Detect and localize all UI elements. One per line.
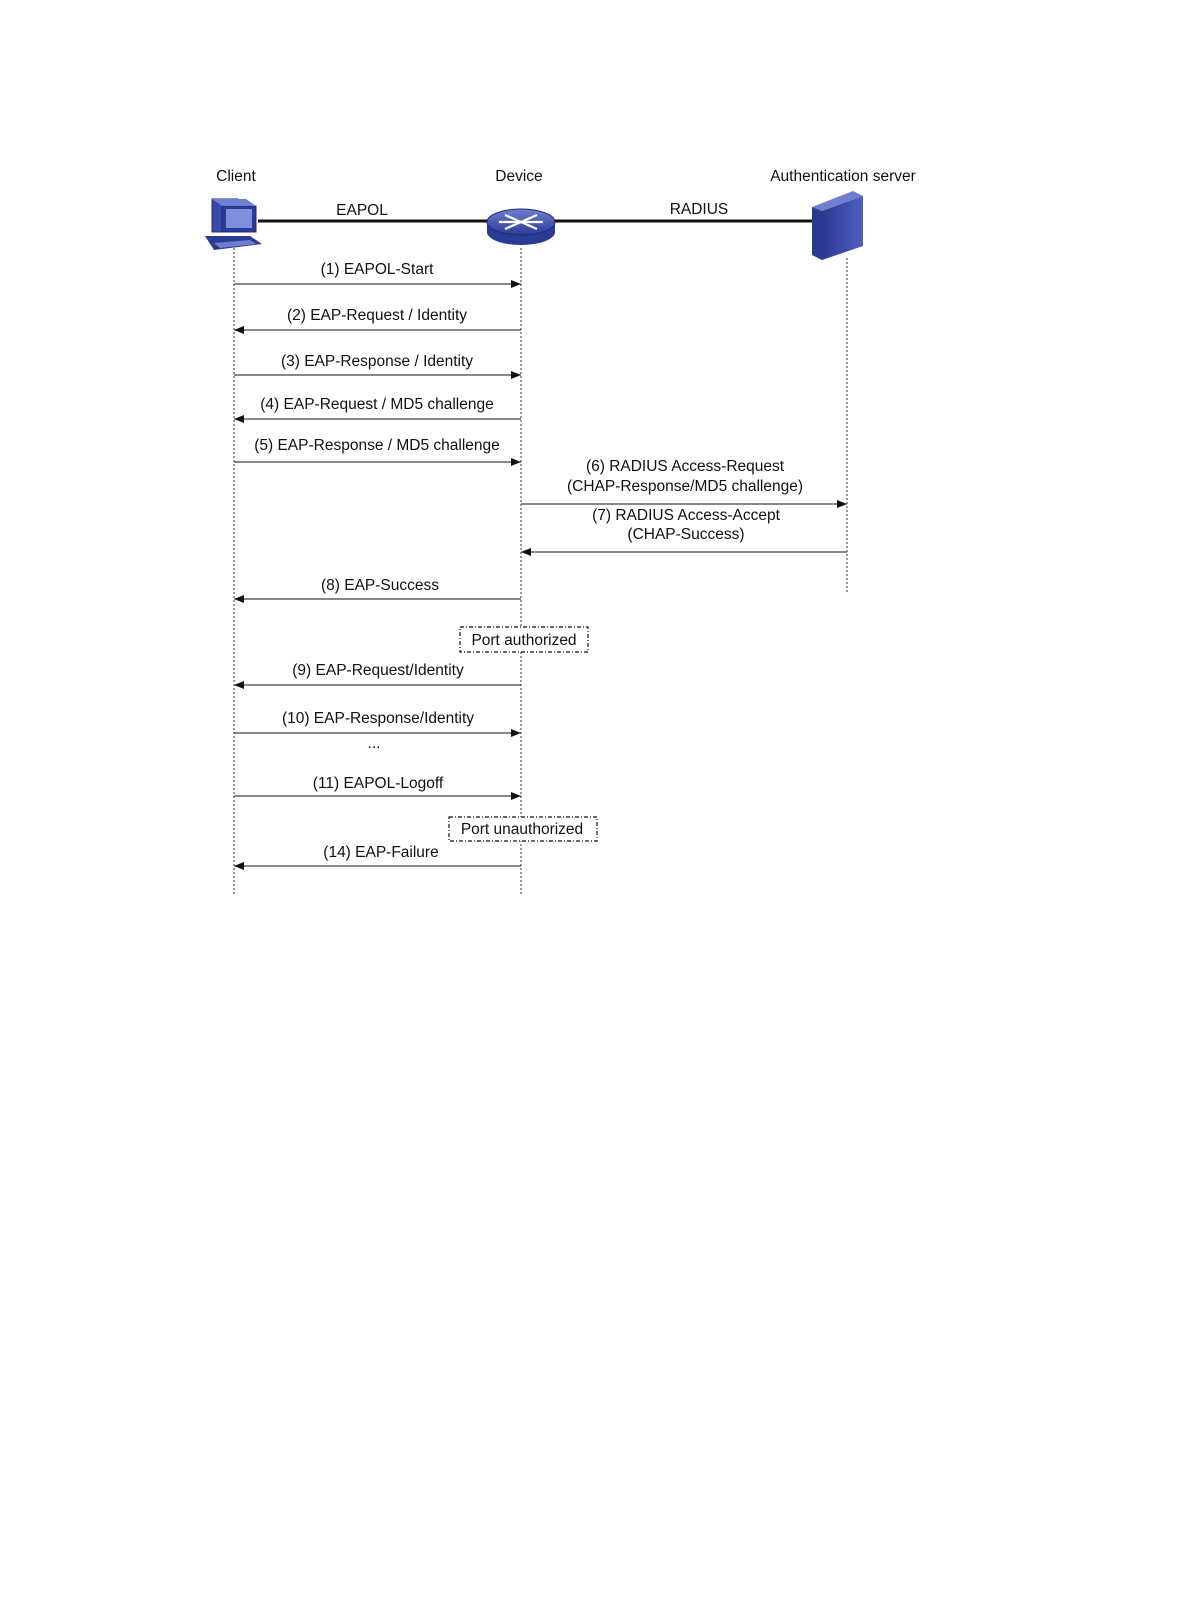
- message-3-label: (3) EAP-Response / Identity: [280, 353, 474, 370]
- server-heading: Authentication server: [770, 168, 916, 185]
- message-7: [521, 507, 847, 552]
- message-9-label: (9) EAP-Request/Identity: [292, 662, 464, 679]
- message-10-label: (10) EAP-Response/Identity: [281, 710, 475, 727]
- eapol-link-label: EAPOL: [336, 202, 388, 219]
- message-7-label-line1: (7) RADIUS Access-Accept: [592, 507, 780, 524]
- client-heading: Client: [216, 168, 256, 185]
- message-3: [234, 353, 521, 375]
- message-7-label-line2: (CHAP-Success): [627, 526, 745, 543]
- message-5-label: (5) EAP-Response / MD5 challenge: [254, 437, 500, 454]
- message-1-label: (1) EAPOL-Start: [320, 261, 434, 278]
- radius-link-label: RADIUS: [669, 201, 729, 218]
- port-authorized-box: [460, 627, 588, 652]
- message-5: [234, 437, 521, 462]
- port-unauthorized-label: Port unauthorized: [460, 821, 584, 838]
- message-11: [234, 775, 521, 796]
- message-14: [234, 844, 521, 866]
- message-6: [521, 458, 847, 504]
- message-4: [234, 396, 521, 419]
- message-8-label: (8) EAP-Success: [320, 577, 440, 594]
- ellipsis: ...: [367, 735, 381, 752]
- message-2: [234, 307, 521, 330]
- computer-icon: [205, 199, 262, 250]
- device-heading: Device: [495, 168, 543, 185]
- message-11-label: (11) EAPOL-Logoff: [312, 775, 444, 792]
- port-unauthorized-box: [449, 817, 597, 841]
- message-6-label-line1: (6) RADIUS Access-Request: [585, 458, 785, 475]
- message-4-label: (4) EAP-Request / MD5 challenge: [260, 396, 494, 413]
- server-icon: [812, 191, 863, 260]
- message-9: [234, 662, 521, 685]
- message-8: [234, 577, 521, 599]
- switch-icon: [487, 209, 555, 245]
- message-6-label-line2: (CHAP-Response/MD5 challenge): [566, 478, 804, 495]
- message-10: [234, 710, 521, 733]
- message-2-label: (2) EAP-Request / Identity: [286, 307, 468, 324]
- port-authorized-label: Port authorized: [471, 632, 577, 649]
- message-1: [234, 261, 521, 284]
- message-14-label: (14) EAP-Failure: [323, 844, 439, 861]
